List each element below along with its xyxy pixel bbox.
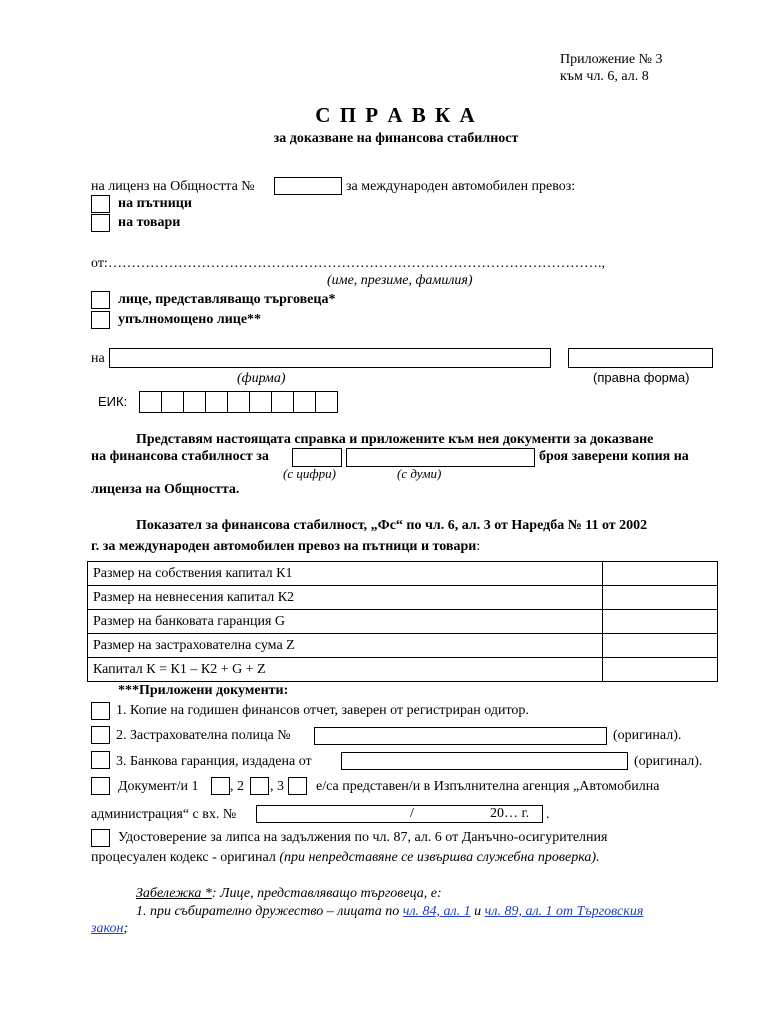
firm-hint: (фирма) [237, 371, 286, 386]
firm-field[interactable] [109, 348, 551, 368]
indicator-line-2: г. за международен автомобилен превоз на пътници и товари [91, 539, 477, 554]
license-suffix: за международен автомобилен превоз: [346, 179, 576, 194]
table-row [88, 562, 718, 586]
license-number-field[interactable] [274, 177, 342, 195]
table-row-value[interactable] [603, 562, 718, 586]
name-hint: (име, презиме, фамилия) [327, 273, 473, 288]
eik-digit[interactable] [294, 391, 316, 413]
indicator-colon: : [476, 539, 481, 554]
eik-digit[interactable] [272, 391, 294, 413]
indicator-line-1: Показател за финансова стабилност, „Фс“ по чл. 6, ал. 3 от Наредба № 11 от 2002 [136, 518, 648, 533]
copies-words-field[interactable] [346, 448, 535, 467]
eik-digit[interactable] [228, 391, 250, 413]
law-link-art84[interactable]: чл. 84, ал. 1 [402, 904, 471, 919]
doc-4-checkbox[interactable] [91, 777, 110, 795]
table-row [88, 610, 718, 634]
doc-4-line-2: администрация“ с вх. № [91, 807, 237, 822]
table-row-label: Размер на собствения капитал К1 [88, 562, 603, 586]
annex-line-2: към чл. 6, ал. 8 [560, 69, 649, 84]
eik-digit[interactable] [184, 391, 206, 413]
from-label: от: [91, 256, 108, 271]
copies-digits-field[interactable] [292, 448, 342, 467]
doc-1-checkbox[interactable] [91, 702, 110, 720]
incoming-number-slash: / [410, 806, 414, 821]
table-row-value[interactable] [603, 658, 718, 682]
note-and: и [474, 904, 482, 919]
statement-line-3: лиценза на Общността. [91, 482, 240, 497]
eik-digit[interactable] [206, 391, 228, 413]
doc-4-comma-3: , 3 [270, 779, 284, 794]
statement-line-1: Представям настоящата справка и приложените към нея документи за доказване [136, 432, 654, 447]
statement-line-2b: броя заверени копия на [539, 449, 689, 464]
passengers-label: на пътници [118, 196, 192, 211]
representative-label: лице, представляващо търговеца* [118, 292, 336, 307]
table-row-label: Размер на застрахователна сума Z [88, 634, 603, 658]
doc-4-label: Документ/и 1 [118, 779, 199, 794]
doc-5-line-2a: процесуален кодекс - оригинал [91, 850, 276, 865]
words-hint: (с думи) [397, 466, 442, 481]
note-label: Забележка * [136, 886, 212, 901]
law-link-art89[interactable]: чл. 89, ал. 1 от Търговския [484, 904, 644, 919]
note-tail: ; [123, 921, 129, 936]
doc-4-end: . [546, 807, 550, 822]
digits-hint: (с цифри) [283, 466, 336, 481]
legal-form-hint: (правна форма) [593, 370, 690, 385]
doc-4-comma-2: , 2 [230, 779, 244, 794]
doc-1-label: 1. Копие на годишен финансов отчет, заверен от регистриран одитор. [116, 703, 529, 718]
doc-3-label: 3. Банкова гаранция, издадена от [116, 754, 312, 769]
doc-5-line-1: Удостоверение за липса на задължения по чл. 87, ал. 6 от Данъчно-осигурителния [118, 830, 608, 845]
table-row-value[interactable] [603, 610, 718, 634]
eik-digit[interactable] [250, 391, 272, 413]
annex-line-1: Приложение № 3 [560, 52, 663, 67]
page-title: С П Р А В К А [315, 103, 477, 127]
table-row-label: Капитал К = К1 – К2 + G + Z [88, 658, 603, 682]
representative-checkbox[interactable] [91, 291, 110, 309]
insurance-policy-field[interactable] [314, 727, 607, 745]
incoming-number-year: 20… г. [490, 806, 530, 821]
table-row [88, 634, 718, 658]
eik-digit[interactable] [316, 391, 338, 413]
table-row-value[interactable] [603, 634, 718, 658]
goods-checkbox[interactable] [91, 214, 110, 232]
table-row-label: Размер на банковата гаранция G [88, 610, 603, 634]
note-text: : Лице, представляващо търговеца, е: [211, 886, 442, 901]
passengers-checkbox[interactable] [91, 195, 110, 213]
doc-4-check-3[interactable] [288, 777, 307, 795]
table-row-label: Размер на невнесения капитал К2 [88, 586, 603, 610]
doc-3-original: (оригинал). [634, 754, 703, 769]
doc-2-label: 2. Застрахователна полица № [116, 728, 291, 743]
doc-5-line-2b: (при непредставяне се извършва служебна проверка). [279, 850, 600, 865]
page-subtitle: за доказване на финансова стабилност [273, 131, 519, 146]
license-prefix: на лиценз на Общността № [91, 179, 255, 194]
company-prefix: на [91, 351, 105, 366]
doc-2-checkbox[interactable] [91, 726, 110, 744]
doc-4-check-1[interactable] [211, 777, 230, 795]
doc-4-check-2[interactable] [250, 777, 269, 795]
doc-5-checkbox[interactable] [91, 829, 110, 847]
statement-line-2a: на финансова стабилност за [91, 449, 269, 464]
table-row [88, 586, 718, 610]
docs-heading: ***Приложени документи: [118, 683, 289, 698]
doc-3-checkbox[interactable] [91, 751, 110, 769]
eik-digit[interactable] [162, 391, 184, 413]
eik-field[interactable] [139, 391, 338, 413]
eik-digit[interactable] [139, 391, 162, 413]
doc-4-text: е/са представен/и в Изпълнителна агенция „Автомобилна [316, 779, 660, 794]
authorized-checkbox[interactable] [91, 311, 110, 329]
doc-2-original: (оригинал). [613, 728, 682, 743]
note-item-1: 1. при събирателно дружество – лицата по [136, 904, 400, 919]
authorized-label: упълномощено лице** [118, 312, 262, 327]
eik-label: ЕИК: [98, 394, 128, 409]
table-row [88, 658, 718, 682]
law-link-commerce-act[interactable]: закон [91, 921, 124, 936]
financial-table [87, 561, 718, 682]
from-name-line[interactable]: ……………………………………………………………………………………………., [108, 256, 605, 271]
table-row-value[interactable] [603, 586, 718, 610]
bank-guarantee-field[interactable] [341, 752, 628, 770]
legal-form-field[interactable] [568, 348, 713, 368]
goods-label: на товари [118, 215, 181, 230]
